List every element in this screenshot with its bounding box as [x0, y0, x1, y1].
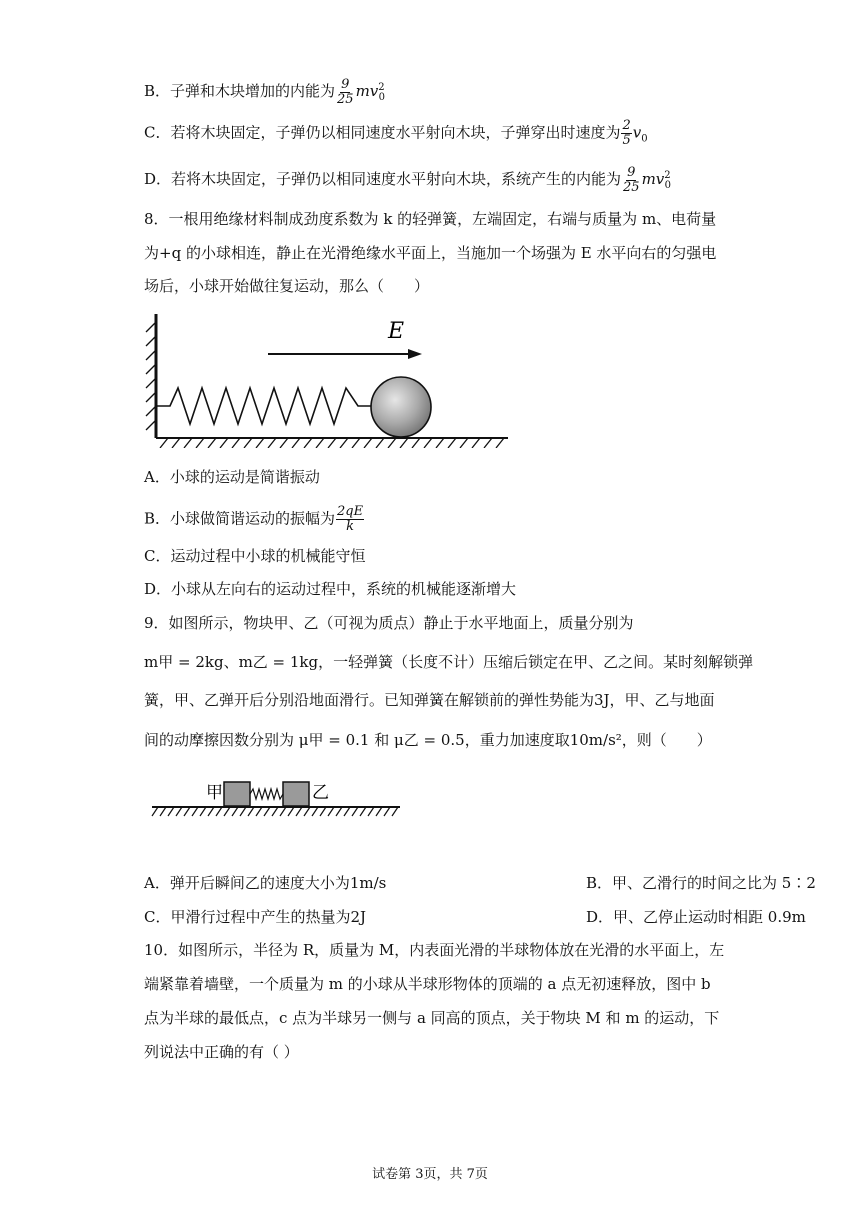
q9-stem-line-3: 簧，甲、乙弹开后分别沿地面滑行。已知弹簧在解锁前的弹性势能为3J，甲、乙与地面 — [144, 691, 715, 709]
q9-blocks-figure — [148, 770, 408, 820]
block-jia-label: 甲 — [206, 783, 223, 803]
q10-stem-line-2: 端紧靠着墙壁，一个质量为 m 的小球从半球形物体的顶端的 a 点无初速释放，图中 b — [144, 975, 711, 993]
q9-stem-line-2: m甲 = 2kg、m乙 = 1kg，一轻弹簧（长度不计）压缩后锁定在甲、乙之间。某时刻解锁弹 — [144, 653, 754, 671]
q7-option-c-text: C．若将木块固定，子弹仍以相同速度水平射向木块，子弹穿出时速度为 — [144, 123, 621, 142]
q7-option-d — [144, 165, 671, 197]
q8-option-b-text: B．小球做简谐运动的振幅为 — [144, 509, 336, 528]
arrow-head-icon — [408, 349, 422, 359]
q9-option-a: A．弹开后瞬间乙的速度大小为1m/s — [144, 874, 387, 892]
q8-option-a: A．小球的运动是简谐振动 — [144, 468, 320, 486]
q8-option-d: D．小球从左向右的运动过程中，系统的机械能逐渐增大 — [144, 580, 517, 598]
fraction-numerator: 2 — [622, 118, 631, 133]
q7-option-d-text: D．若将木块固定，子弹仍以相同速度水平射向木块，系统产生的内能为 — [144, 170, 622, 188]
q10-stem-line-4: 列说法中正确的有（ ） — [144, 1043, 299, 1061]
fraction-numerator: 2qE — [337, 504, 364, 519]
fraction-denominator: 25 — [623, 179, 640, 195]
block-yi — [283, 782, 309, 806]
fraction-denominator: k — [346, 519, 355, 534]
q8-spring-ball-figure — [140, 308, 520, 448]
q8-option-c: C．运动过程中小球的机械能守恒 — [144, 547, 366, 565]
q7-option-d-fraction — [622, 166, 641, 195]
q9-option-d: D．甲、乙停止运动时相距 0.9m — [586, 908, 806, 926]
spring — [156, 388, 372, 424]
fraction-denominator: 5 — [622, 133, 631, 148]
superscript: 2 — [664, 170, 671, 181]
subscript: 0 — [641, 133, 648, 145]
q9-stem-line-4: 间的动摩擦因数分别为 μ甲 = 0.1 和 μ乙 = 0.5，重力加速度取10m/s²，则（ ） — [144, 731, 712, 749]
q8-stem-line-3: 场后，小球开始做往复运动，那么（ ） — [144, 277, 430, 295]
subscript: 0 — [378, 92, 386, 103]
q7-option-c-fraction — [621, 119, 631, 148]
q10-stem-line-3: 点为半球的最低点，c 点为半球另一侧与 a 同高的顶点，关于物块 M 和 m 的运动，下 — [144, 1009, 720, 1027]
subscript: 0 — [664, 180, 672, 191]
q7-option-b-text: B．子弹和木块增加的内能为 — [144, 82, 336, 100]
q7-option-d-expr: mv — [641, 170, 665, 188]
superscript: 2 — [378, 82, 385, 93]
charged-ball — [371, 377, 431, 437]
q9-option-c: C．甲滑行过程中产生的热量为2J — [144, 908, 367, 926]
q8-option-b-fraction — [336, 505, 364, 534]
q7-option-c — [144, 119, 648, 151]
q8-stem-line-1: 8．一根用绝缘材料制成劲度系数为 k 的轻弹簧，左端固定，右端与质量为 m、电荷量 — [144, 210, 717, 228]
page-footer: 试卷第 3页，共 7页 — [372, 1167, 488, 1182]
q9-option-row-1 — [144, 872, 816, 894]
q9-option-row-2 — [144, 906, 806, 928]
q7-option-b-expr: mv — [355, 82, 379, 100]
q9-stem-line-1: 9．如图所示，物块甲、乙（可视为质点）静止于水平地面上，质量分别为 — [144, 614, 634, 632]
q7-option-c-expr: v — [632, 123, 642, 142]
block-jia — [224, 782, 250, 806]
block-yi-label: 乙 — [312, 783, 329, 803]
ground-hatching — [152, 807, 398, 816]
q7-option-b — [144, 77, 385, 109]
q8-option-b — [144, 505, 365, 534]
q8-stem-line-2: 为+q 的小球相连，静止在光滑绝缘水平面上，当施加一个场强为 E 水平向右的匀强电 — [144, 244, 717, 262]
compressed-spring — [250, 789, 283, 799]
fraction-denominator: 25 — [337, 91, 354, 107]
q7-option-b-fraction — [336, 78, 355, 107]
floor-hatching — [160, 438, 504, 448]
fraction-numerator: 9 — [341, 76, 350, 92]
field-label: E — [388, 319, 405, 344]
q9-option-b: B．甲、乙滑行的时间之比为 5∶2 — [586, 874, 816, 892]
q10-stem-line-1: 10．如图所示，半径为 R，质量为 M，内表面光滑的半球物体放在光滑的水平面上，左 — [144, 941, 725, 959]
fraction-numerator: 9 — [627, 164, 636, 180]
